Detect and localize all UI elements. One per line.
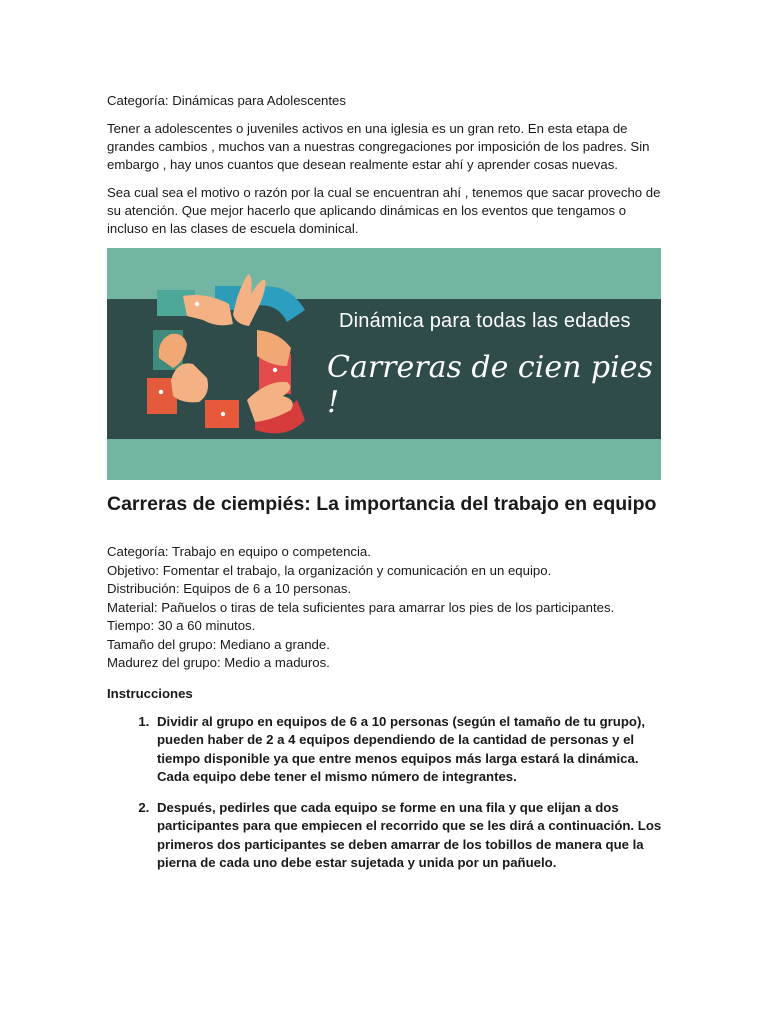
banner-title: Carreras de cien pies ! bbox=[327, 350, 653, 420]
category-line: Categoría: Dinámicas para Adolescentes bbox=[107, 93, 346, 108]
intro-paragraph-1: Tener a adolescentes o juveniles activos en una iglesia es un gran reto. En esta etapa de grandes cambios , muchos van a nuestras congregaciones por imposición de los padres. Sin embargo , hay unos cuantos que desean realmente estar ahí y aprender cosas nuevas. bbox=[107, 121, 650, 172]
detail-material: Material: Pañuelos o tiras de tela suficientes para amarrar los pies de los participantes. bbox=[107, 599, 615, 615]
hands-circle-icon bbox=[137, 270, 317, 460]
detail-distribution: Distribución: Equipos de 6 a 10 personas. bbox=[107, 581, 352, 596]
instructions-list bbox=[107, 713, 667, 873]
instruction-step-2: 2. Después, pedirles que cada equipo se forme en una fila y que elijan a dos participantes para que empiecen el recorrido que se les dirá a continuación. Los primeros dos participantes se deben amarrar de los tobillos de manera que la pierna de cada uno debe estar sujetada y unida por un pañuelo. bbox=[153, 799, 667, 873]
activity-details bbox=[107, 543, 667, 673]
instructions-heading: Instrucciones bbox=[107, 685, 193, 701]
detail-group-maturity: Madurez del grupo: Medio a maduros. bbox=[107, 655, 330, 670]
detail-objective: Objetivo: Fomentar el trabajo, la organización y comunicación en un equipo. bbox=[107, 562, 552, 578]
detail-time: Tiempo: 30 a 60 minutos. bbox=[107, 618, 256, 633]
detail-category: Categoría: Trabajo en equipo o competencia. bbox=[107, 544, 371, 559]
intro-paragraph-2: Sea cual sea el motivo o razón por la cual se encuentran ahí , tenemos que sacar provecho de su atención. Que mejor hacerlo que aplicando dinámicas en los eventos que tengamos o incluso en las clases de escuela dominical. bbox=[107, 185, 661, 236]
document-page bbox=[107, 92, 667, 885]
instruction-step-1: 1. Dividir al grupo en equipos de 6 a 10 personas (según el tamaño de tu grupo), pueden haber de 2 a 4 equipos dependiendo de la cantidad de personas y el tiempo disponible ya que entre menos equipos más larga estará la dinámica. Cada equipo debe tener el mismo número de integrantes. bbox=[153, 713, 667, 787]
banner-image bbox=[107, 248, 661, 480]
article-title: Carreras de ciempiés: La importancia del trabajo en equipo bbox=[107, 493, 657, 515]
detail-group-size: Tamaño del grupo: Mediano a grande. bbox=[107, 636, 330, 652]
banner-subtitle: Dinámica para todas las edades bbox=[339, 310, 631, 332]
